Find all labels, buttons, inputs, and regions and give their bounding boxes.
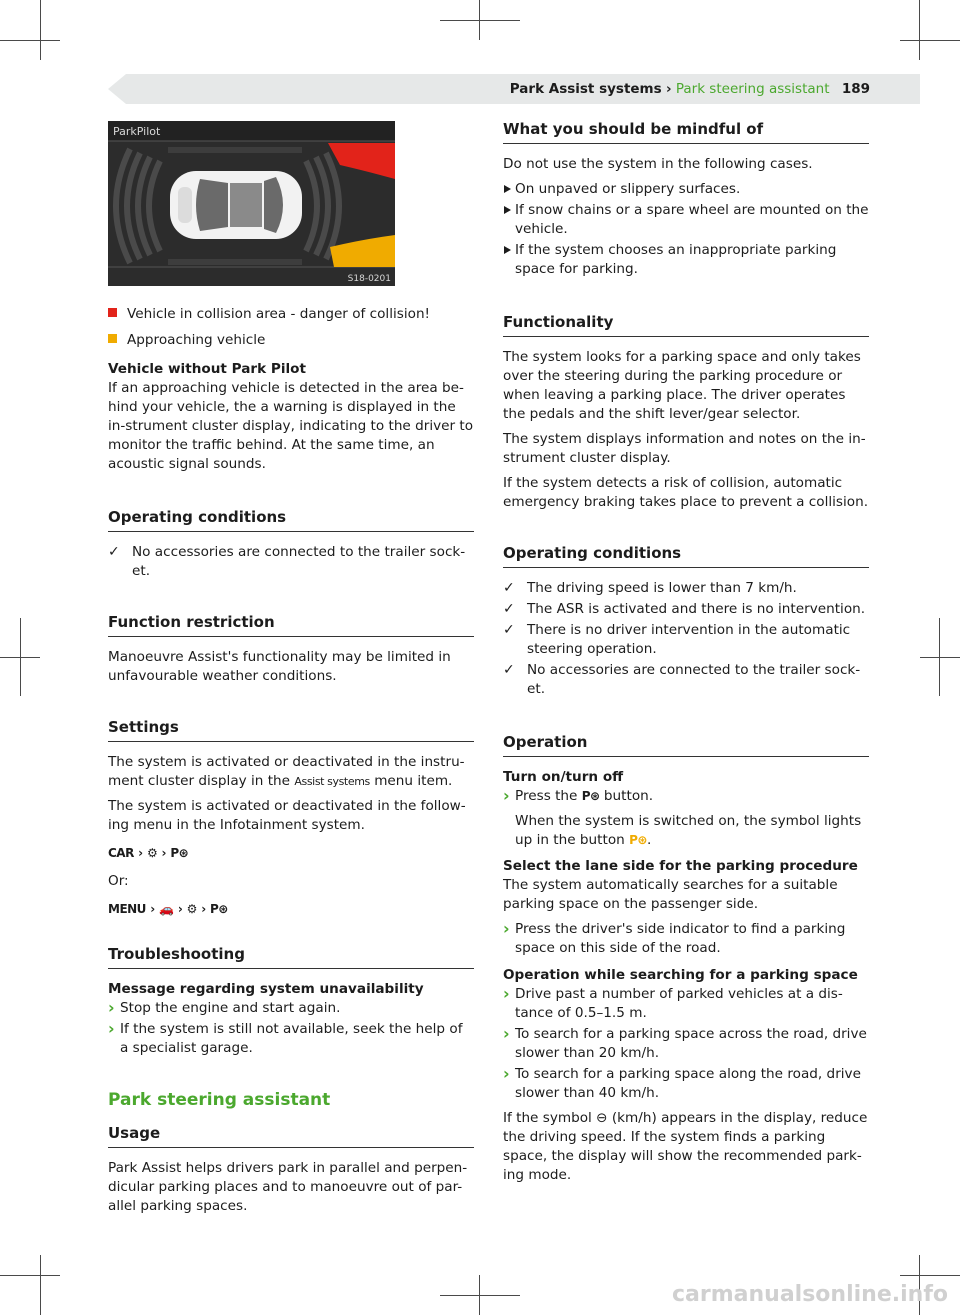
settings-path-2: MENU › 🚗 › ⚙ › P⊛ bbox=[108, 902, 228, 916]
park-pilot-figure bbox=[108, 121, 395, 286]
check-icon: ✓ bbox=[503, 580, 515, 596]
running-header bbox=[510, 81, 870, 97]
page-number: 189 bbox=[841, 81, 870, 97]
list-item: ✓ The ASR is activated and there is no intervention. bbox=[503, 601, 866, 617]
operation bbox=[503, 733, 869, 1185]
list-item: › Stop the engine and start again. bbox=[108, 999, 474, 1018]
section-heading: Function restriction bbox=[108, 613, 474, 637]
park-assist-icon: P⊛ bbox=[209, 902, 228, 916]
section-heading: Operation bbox=[503, 733, 869, 757]
section-heading: Operating conditions bbox=[108, 508, 474, 532]
park-assist-icon: P⊛ bbox=[581, 789, 600, 803]
vehicle-heading: Vehicle without Park Pilot bbox=[108, 361, 307, 377]
list-item: › Press the P⊛ button. bbox=[503, 787, 869, 806]
car-menu-icon: CAR bbox=[108, 846, 134, 860]
section-heading: Settings bbox=[108, 718, 474, 742]
park-steering-assistant bbox=[108, 1090, 474, 1216]
red-square-icon bbox=[108, 308, 117, 317]
watermark: carmanualsonline.info bbox=[672, 1282, 948, 1307]
list-item: › If the system is still not available, seek the help of a specialist garage. bbox=[108, 1020, 474, 1058]
park-pilot-illustration bbox=[108, 121, 395, 286]
list-item: ✓ The driving speed is lower than 7 km/h. bbox=[503, 580, 797, 596]
list-item: If the system chooses an inappropriate parking space for parking. bbox=[503, 241, 869, 279]
check-icon: ✓ bbox=[108, 544, 120, 560]
usage-text: Park Assist helps drivers park in parallel and perpen-dicular parking places and to manoeuvre out of par-allel parking spaces. bbox=[108, 1160, 468, 1214]
settings bbox=[108, 718, 474, 919]
check-icon: ✓ bbox=[503, 622, 515, 638]
vehicle-icon: 🚗 bbox=[159, 902, 174, 916]
settings-text-1: The system is activated or deactivated in the instru-ment cluster display in the Assist systems menu item. bbox=[108, 754, 465, 789]
troubleshooting-subheading: Message regarding system unavailability bbox=[108, 981, 424, 997]
turn-note: When the system is switched on, the symbol lights up in the button P⊛. bbox=[515, 813, 862, 848]
list-item: › Press the driver's side indicator to find a parking space on this side of the road. bbox=[503, 920, 869, 958]
settings-text-2: The system is activated or deactivated in the follow-ing menu in the Infotainment system. bbox=[108, 798, 466, 833]
section-heading: Troubleshooting bbox=[108, 945, 474, 969]
final-text: If the symbol ⊖ (km/h) appears in the display, reduce the driving speed. If the system finds a parking space, the display will show the recommended park-ing mode. bbox=[503, 1110, 868, 1183]
function-restriction-text: Manoeuvre Assist's functionality may be limited in unfavourable weather conditions. bbox=[108, 649, 451, 684]
list-item: › Drive past a number of parked vehicles at a dis-tance of 0.5–1.5 m. bbox=[503, 985, 869, 1023]
settings-path-1: CAR › ⚙ › P⊛ bbox=[108, 846, 189, 860]
menu-icon: MENU bbox=[108, 902, 146, 916]
functionality-text-1: The system looks for a parking space and only takes over the steering during the parking procedure or when leaving a parking place. The driver operates the pedals and the shift lever/gear selector. bbox=[503, 349, 861, 422]
header-section: Park Assist systems bbox=[509, 81, 662, 97]
vehicle-text: If an approaching vehicle is detected in the area be-hind your vehicle, the a warning is displayed in the in-strument cluster display, indicating to the driver to monitor the traffic behind. At the same time, an acoustic signal sounds. bbox=[108, 380, 474, 472]
figure-code: S18-0201 bbox=[347, 274, 391, 284]
what-to-be-mindful-of bbox=[503, 120, 869, 279]
list-item: › To search for a parking space along the road, drive slower than 40 km/h. bbox=[503, 1065, 869, 1103]
list-item: ✓ No accessories are connected to the trailer sock-et. bbox=[503, 662, 861, 697]
or-label: Or: bbox=[108, 873, 129, 889]
functionality bbox=[503, 313, 869, 512]
check-icon: ✓ bbox=[503, 601, 515, 617]
section-heading: Usage bbox=[108, 1124, 474, 1148]
function-restriction bbox=[108, 613, 474, 686]
header-subsection: Park steering assistant bbox=[675, 81, 830, 97]
park-assist-icon: P⊛ bbox=[170, 846, 189, 860]
menu-label: Assist systems bbox=[294, 775, 370, 788]
section-heading: Functionality bbox=[503, 313, 869, 337]
search-heading: Operation while searching for a parking space bbox=[503, 967, 858, 983]
vehicle-without-park-pilot bbox=[108, 360, 474, 474]
header-separator: › bbox=[665, 81, 672, 97]
list-item: › To search for a parking space across the road, drive slower than 20 km/h. bbox=[503, 1025, 869, 1063]
right-operating-conditions bbox=[503, 544, 869, 699]
legend-item-danger: Vehicle in collision area - danger of collision! bbox=[108, 305, 474, 324]
yellow-square-icon bbox=[108, 334, 117, 343]
list-item: If snow chains or a spare wheel are mounted on the vehicle. bbox=[503, 201, 869, 239]
lane-side-heading: Select the lane side for the parking procedure bbox=[503, 858, 858, 874]
figure-legend bbox=[108, 305, 474, 350]
left-operating-conditions bbox=[108, 508, 474, 581]
list-item: ✓ No accessories are connected to the trailer sock-et. bbox=[108, 544, 466, 579]
section-heading: Operating conditions bbox=[503, 544, 869, 568]
gear-icon: ⚙ bbox=[186, 902, 197, 916]
lane-side-text: The system automatically searches for a suitable parking space on the passenger side. bbox=[503, 877, 838, 912]
car-icon bbox=[170, 171, 302, 239]
functionality-text-3: If the system detects a risk of collision, automatic emergency braking takes place to prevent a collision. bbox=[503, 475, 869, 510]
chapter-heading: Park steering assistant bbox=[108, 1090, 331, 1110]
list-item: ✓ There is no driver intervention in the automatic steering operation. bbox=[503, 622, 851, 657]
figure-title: ParkPilot bbox=[113, 125, 161, 138]
turn-on-off-heading: Turn on/turn off bbox=[503, 769, 624, 785]
legend-item-approach: Approaching vehicle bbox=[108, 331, 474, 350]
check-icon: ✓ bbox=[503, 662, 515, 678]
gear-icon: ⚙ bbox=[146, 846, 158, 860]
mindful-intro: Do not use the system in the following cases. bbox=[503, 156, 813, 172]
section-heading: What you should be mindful of bbox=[503, 120, 869, 144]
park-assist-lit-icon: P⊛ bbox=[629, 833, 647, 847]
list-item: On unpaved or slippery surfaces. bbox=[503, 180, 869, 199]
functionality-text-2: The system displays information and notes on the in-strument cluster display. bbox=[503, 431, 866, 466]
troubleshooting bbox=[108, 945, 474, 1058]
